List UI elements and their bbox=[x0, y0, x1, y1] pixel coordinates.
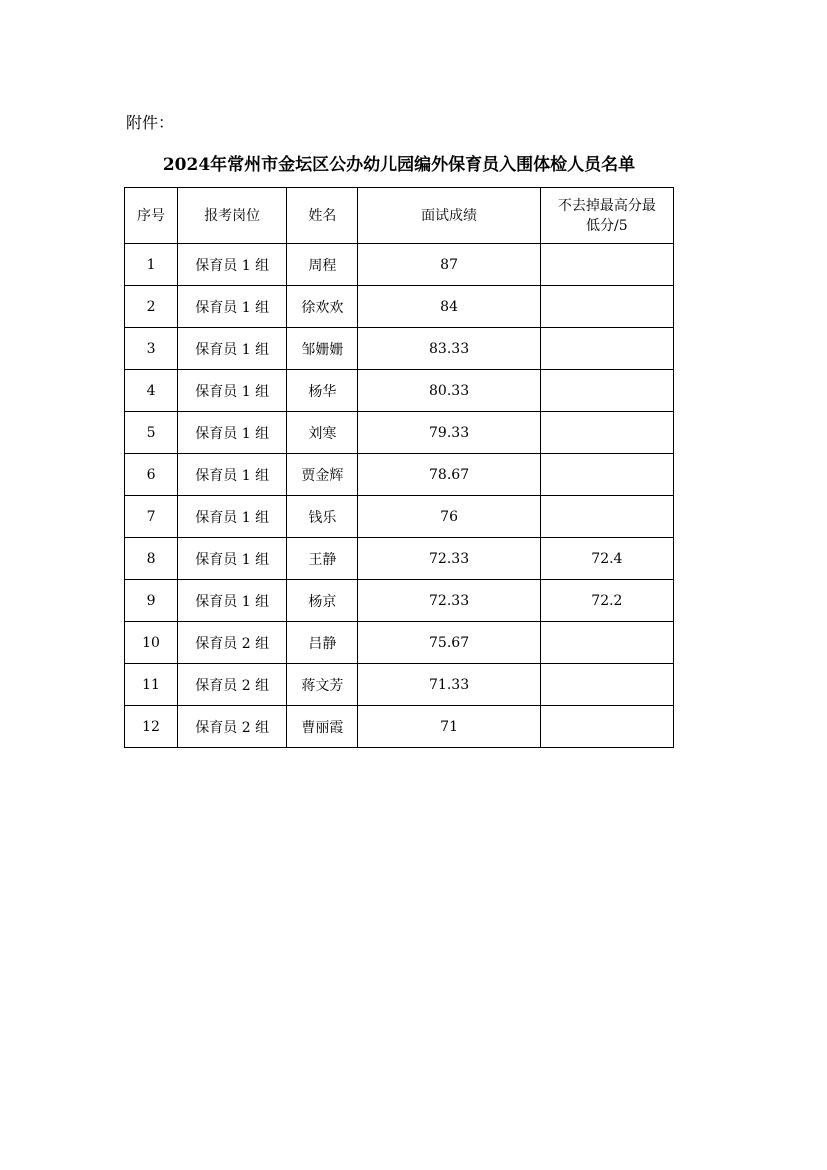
cell-adjusted-score bbox=[540, 706, 673, 748]
cell-score: 79.33 bbox=[358, 412, 540, 454]
cell-score: 87 bbox=[358, 244, 540, 286]
table-row bbox=[125, 412, 674, 454]
cell-score: 78.67 bbox=[358, 454, 540, 496]
cell-seq: 10 bbox=[125, 622, 178, 664]
document-title: 2024年常州市金坛区公办幼儿园编外保育员入围体检人员名单 bbox=[162, 155, 636, 175]
cell-score: 72.33 bbox=[358, 580, 540, 622]
table-row bbox=[125, 622, 674, 664]
header-adjusted-score bbox=[540, 188, 673, 244]
candidate-table bbox=[124, 187, 674, 748]
attachment-label: 附件： bbox=[126, 113, 175, 132]
cell-score: 84 bbox=[358, 286, 540, 328]
header-score: 面试成绩 bbox=[358, 188, 540, 244]
cell-seq: 9 bbox=[125, 580, 178, 622]
cell-score: 75.67 bbox=[358, 622, 540, 664]
cell-adjusted-score bbox=[540, 286, 673, 328]
table-row bbox=[125, 706, 674, 748]
cell-name: 蒋文芳 bbox=[287, 664, 358, 706]
cell-score: 83.33 bbox=[358, 328, 540, 370]
cell-adjusted-score: 72.2 bbox=[540, 580, 673, 622]
cell-name: 曹丽霞 bbox=[287, 706, 358, 748]
cell-name: 周程 bbox=[287, 244, 358, 286]
cell-post: 保育员 1 组 bbox=[178, 370, 287, 412]
table-row bbox=[125, 580, 674, 622]
cell-post: 保育员 2 组 bbox=[178, 664, 287, 706]
cell-seq: 1 bbox=[125, 244, 178, 286]
table-row bbox=[125, 328, 674, 370]
cell-name: 王静 bbox=[287, 538, 358, 580]
cell-seq: 6 bbox=[125, 454, 178, 496]
cell-post: 保育员 2 组 bbox=[178, 706, 287, 748]
cell-name: 钱乐 bbox=[287, 496, 358, 538]
cell-score: 72.33 bbox=[358, 538, 540, 580]
cell-score: 76 bbox=[358, 496, 540, 538]
cell-adjusted-score bbox=[540, 328, 673, 370]
header-adjusted-line2: 低分/5 bbox=[586, 217, 628, 234]
cell-adjusted-score bbox=[540, 496, 673, 538]
cell-post: 保育员 1 组 bbox=[178, 286, 287, 328]
cell-adjusted-score bbox=[540, 622, 673, 664]
cell-seq: 3 bbox=[125, 328, 178, 370]
table-row bbox=[125, 454, 674, 496]
header-adjusted-line1: 不去掉最高分最 bbox=[557, 197, 656, 214]
cell-score: 71.33 bbox=[358, 664, 540, 706]
header-name: 姓名 bbox=[287, 188, 358, 244]
cell-post: 保育员 2 组 bbox=[178, 622, 287, 664]
cell-adjusted-score bbox=[540, 370, 673, 412]
cell-name: 杨华 bbox=[287, 370, 358, 412]
cell-name: 吕静 bbox=[287, 622, 358, 664]
cell-adjusted-score: 72.4 bbox=[540, 538, 673, 580]
cell-adjusted-score bbox=[540, 244, 673, 286]
header-seq: 序号 bbox=[125, 188, 178, 244]
cell-post: 保育员 1 组 bbox=[178, 244, 287, 286]
cell-post: 保育员 1 组 bbox=[178, 412, 287, 454]
cell-name: 徐欢欢 bbox=[287, 286, 358, 328]
cell-name: 杨京 bbox=[287, 580, 358, 622]
cell-seq: 11 bbox=[125, 664, 178, 706]
cell-seq: 2 bbox=[125, 286, 178, 328]
cell-name: 刘寒 bbox=[287, 412, 358, 454]
cell-post: 保育员 1 组 bbox=[178, 538, 287, 580]
cell-seq: 5 bbox=[125, 412, 178, 454]
table-header-row bbox=[125, 188, 674, 244]
table-row bbox=[125, 664, 674, 706]
table-row bbox=[125, 286, 674, 328]
cell-adjusted-score bbox=[540, 454, 673, 496]
cell-post: 保育员 1 组 bbox=[178, 328, 287, 370]
cell-post: 保育员 1 组 bbox=[178, 580, 287, 622]
cell-score: 71 bbox=[358, 706, 540, 748]
cell-score: 80.33 bbox=[358, 370, 540, 412]
cell-name: 邹姗姗 bbox=[287, 328, 358, 370]
cell-seq: 8 bbox=[125, 538, 178, 580]
table-row bbox=[125, 496, 674, 538]
header-post: 报考岗位 bbox=[178, 188, 287, 244]
table-row bbox=[125, 370, 674, 412]
cell-post: 保育员 1 组 bbox=[178, 454, 287, 496]
table-row bbox=[125, 538, 674, 580]
table-row bbox=[125, 244, 674, 286]
cell-seq: 4 bbox=[125, 370, 178, 412]
cell-seq: 12 bbox=[125, 706, 178, 748]
cell-adjusted-score bbox=[540, 664, 673, 706]
cell-post: 保育员 1 组 bbox=[178, 496, 287, 538]
cell-adjusted-score bbox=[540, 412, 673, 454]
cell-name: 贾金辉 bbox=[287, 454, 358, 496]
cell-seq: 7 bbox=[125, 496, 178, 538]
